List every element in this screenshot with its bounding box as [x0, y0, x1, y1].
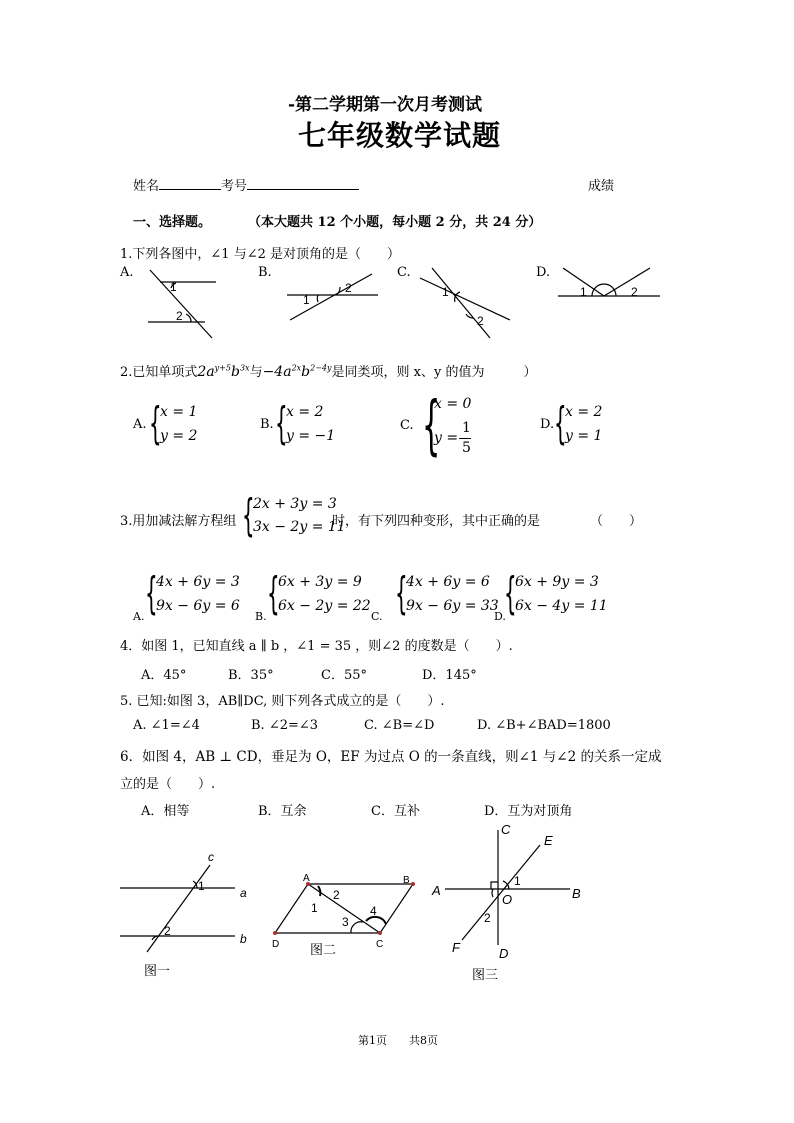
fig3-label-C: C [501, 822, 511, 837]
q3-option-c[interactable]: { 4x + 6y = 6 9x − 6y = 33 C. [371, 568, 499, 623]
fig3-label-O: O [502, 892, 513, 907]
exam-no-label: 考号 [221, 179, 248, 194]
q6-option-d[interactable]: D．互为对顶角 [484, 804, 573, 819]
figures-panel [0, 815, 794, 990]
q1-option-a-label: A. [120, 265, 134, 280]
fig2-label-C: C [376, 939, 384, 950]
q1c-angle-2: 2 [477, 314, 484, 328]
fig3-label-E: E [544, 833, 553, 848]
figure-1-lines [120, 865, 235, 952]
q4-option-d[interactable]: D．145° [422, 668, 477, 683]
q4-option-b[interactable]: B．35° [228, 668, 274, 683]
section-note: （本大题共 12 个小题，每小题 2 分，共 24 分） [248, 215, 542, 230]
question-4-stem: 4．如图 1，已知直线 a ∥ b ，∠1 = 35 ，则∠2 的度数是（ ）. [120, 639, 513, 654]
question-6-stem-line1: 6．如图 4，AB ⊥ CD，垂足为 O，EF 为过点 O 的一条直线，则∠1 与∠2 的关系一定成 [120, 749, 662, 765]
q2-option-c[interactable]: C. { x = 0 y = 1 5 [400, 389, 472, 463]
q3-option-b[interactable]: { 6x + 3y = 9 6x − 2y = 22 B. [255, 568, 371, 623]
fig2-angle-3: 3 [342, 915, 349, 929]
fig1-label-a: a [240, 886, 247, 900]
question-2-stem: 2.已知单项式$2a^{y+5}b^{3x}$与$-4a^{2x}b^{2-4y}$是同类项，则 x、y 的值为 ） [120, 363, 537, 380]
exam-subtitle: -第二学期第一次月考测试 [288, 95, 483, 115]
name-label: 姓名 [133, 179, 160, 194]
fig3-label-1: 1 [514, 874, 521, 888]
q2-option-b[interactable]: B. { x = 2 y = −1 [260, 398, 336, 449]
fig1-label-b: b [240, 932, 247, 946]
figure-1-caption: 图一 [144, 963, 171, 978]
figure-2-caption: 图二 [310, 942, 337, 957]
q3-option-a[interactable]: { 4x + 6y = 3 9x − 6y = 6 A. [133, 568, 240, 623]
page-footer: 第1页 共8页 [358, 1034, 438, 1047]
q5-option-a[interactable]: A. ∠1=∠4 [133, 718, 200, 733]
fig2-label-B: B [403, 875, 410, 886]
fig2-angle-2: 2 [333, 888, 340, 902]
q1d-angle-2: 2 [631, 285, 638, 299]
q1a-angle-2: 2 [176, 309, 183, 323]
fig3-label-D: D [499, 946, 509, 961]
q5-option-c[interactable]: C. ∠B=∠D [364, 718, 435, 733]
exam-title: 七年级数学试题 [298, 119, 502, 152]
q5-option-d[interactable]: D. ∠B+∠BAD=1800 [477, 718, 611, 733]
q5-option-b[interactable]: B. ∠2=∠3 [251, 718, 319, 733]
question-1-stem: 1.下列各图中，∠1 与∠2 是对顶角的是（ ） [120, 247, 400, 262]
q1c-angle-1: 1 [442, 285, 449, 299]
fig1-label-2: 2 [164, 924, 171, 938]
score-label: 成绩 [588, 179, 615, 194]
fig3-label-A: A [432, 883, 441, 898]
figure-3-caption: 图三 [472, 967, 499, 982]
q6-option-c[interactable]: C．互补 [371, 804, 420, 819]
section-heading: 一、选择题。 [133, 215, 212, 230]
fig2-angle-1: 1 [311, 901, 318, 915]
q6-option-b[interactable]: B．互余 [258, 804, 307, 819]
fig1-label-c: c [208, 850, 214, 864]
fig3-label-B: B [572, 886, 581, 901]
q1a-angle-1: 1 [170, 280, 177, 294]
question-3-stem: 3.用加减法解方程组 { 2x + 3y = 3 3x − 2y = 11 时，有下列四种变形，其中正确的是 （ ） [120, 490, 643, 541]
fig2-angle-4: 4 [370, 904, 377, 918]
q6-option-a[interactable]: A．相等 [141, 804, 190, 819]
question-6-stem-line2: 立的是（ ）. [120, 777, 216, 792]
q3-option-d[interactable]: { 6x + 9y = 3 6x − 4y = 11 D. [494, 568, 608, 623]
fig3-label-F: F [452, 940, 460, 955]
fig2-label-A: A [303, 873, 310, 884]
q1b-angle-1: 1 [303, 293, 310, 307]
q1-option-c-label: C. [397, 265, 411, 280]
q1-option-d-label: D. [536, 265, 551, 280]
fig3-label-2: 2 [484, 911, 491, 925]
q1-figures [0, 0, 794, 360]
question-5-stem: 5. 已知:如图 3，AB∥DC, 则下列各式成立的是（ ）. [120, 694, 445, 709]
q2-option-a[interactable]: A. { x = 1 y = 2 [133, 398, 198, 449]
fig1-label-1: 1 [198, 879, 205, 893]
q1d-angle-1: 1 [580, 285, 587, 299]
q4-option-a[interactable]: A．45° [141, 668, 187, 683]
q1b-angle-2: 2 [345, 281, 352, 295]
q4-option-c[interactable]: C．55° [321, 668, 367, 683]
q2-option-d[interactable]: D. { x = 2 y = 1 [540, 398, 603, 449]
fig2-label-D: D [272, 939, 280, 950]
q1-option-b-label: B. [258, 265, 272, 280]
